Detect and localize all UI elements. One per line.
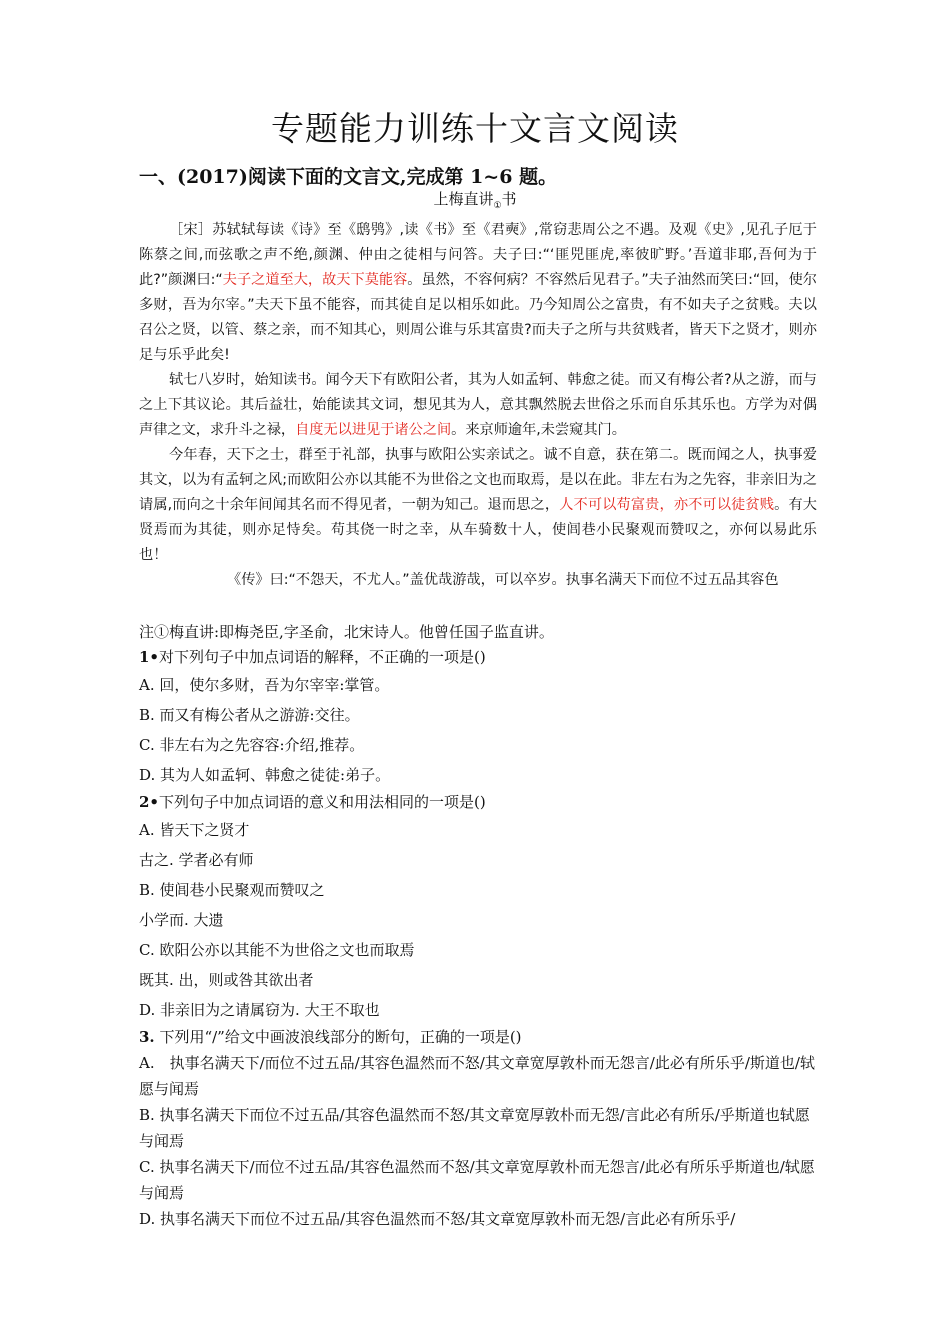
highlighted-sentence: 人不可以苟富贵，亦不可以徒贫贱 bbox=[559, 497, 775, 513]
passage-text: ［宋］苏轼轼每读《诗》至《鸱鸮》,读《书》至《君奭》,常窃悲周公之不遇。及观《史》,见孔子厄于陈蔡之间,而弦歌之声不绝,颜渊、仲由之徒相与问答。夫子曰:“‘匪兕匪虎,率彼旷野。’吾道非耶,吾何为于此?”颜渊曰:“ bbox=[139, 222, 817, 288]
question-3-option-b: B. 执事名满天下而位不过五品/其容色温然而不怒/其文章宽厚敦朴而无怨/言此必有所乐/乎斯道也轼愿与闻焉 bbox=[139, 1106, 810, 1150]
passage-title-suffix: 书 bbox=[501, 190, 517, 208]
footnote: 注①梅直讲:即梅尧臣,字圣俞，北宋诗人。他曾任国子监直讲。 bbox=[139, 623, 554, 641]
question-2-option-d: D. 非亲旧为之请属窃为. 大王不取也 bbox=[139, 1001, 380, 1019]
questions-section bbox=[139, 620, 817, 1232]
passage-title bbox=[0, 189, 950, 216]
section-heading: 一、(2017)阅读下面的文言文,完成第 1~6 题。 bbox=[139, 166, 558, 188]
passage-text: 。有大贤焉而为其徒，则亦足恃矣。苟其侥一时之幸，从车骑数十人，使闾巷小民聚观而赞叹之，亦何以易此乐也！ bbox=[139, 497, 817, 563]
footnote-marker: ① bbox=[493, 201, 502, 211]
question-3-option-a: A. 执事名满天下/而位不过五品/其容色温然而不怒/其文章宽厚敦朴而无怨言/此必有所乐乎/斯道也/轼愿与闻焉 bbox=[139, 1054, 815, 1098]
question-number: 1• bbox=[139, 648, 160, 666]
question-text: 对下列句子中加点词语的解释，不正确的一项是() bbox=[159, 648, 486, 666]
question-2-option-a-compare: 古之. 学者必有师 bbox=[139, 851, 254, 869]
question-1-stem bbox=[139, 645, 817, 670]
question-1-option-a: A. 回，使尔多财，吾为尔宰宰:掌管。 bbox=[139, 676, 390, 694]
question-2-option-b-compare: 小学而. 大遗 bbox=[139, 911, 224, 929]
highlighted-sentence: 夫子之道至大，故天下莫能容 bbox=[222, 272, 408, 288]
question-text: 下列句子中加点词语的意义和用法相同的一项是() bbox=[159, 793, 486, 811]
passage-paragraph-2 bbox=[139, 368, 817, 443]
passage-paragraph-4: 《传》曰:“不怨天，不尤人。”盖优哉游哉，可以卒岁。执事名满天下而位不过五品其容色 bbox=[227, 572, 779, 588]
question-number: 2• bbox=[139, 793, 160, 811]
question-2-option-b: B. 使闾巷小民聚观而赞叹之 bbox=[139, 881, 325, 899]
page-title: 专题能力训练十文言文阅读 bbox=[271, 109, 679, 148]
question-1-option-c: C. 非左右为之先容容:介绍,推荐。 bbox=[139, 736, 365, 754]
question-number: 3. bbox=[139, 1028, 155, 1046]
passage-text: 。来京师逾年,未尝窥其门。 bbox=[451, 422, 626, 438]
question-text: 下列用“/”给文中画波浪线部分的断句，正确的一项是() bbox=[154, 1028, 522, 1046]
classical-passage bbox=[139, 218, 817, 593]
question-1-option-d: D. 其为人如孟轲、韩愈之徒徒:弟子。 bbox=[139, 766, 391, 784]
question-3-option-d: D. 执事名满天下而位不过五品/其容色温然而不怒/其文章宽厚敦朴而无怨/言此必有所乐乎/ bbox=[139, 1210, 736, 1228]
question-1-option-b: B. 而又有梅公者从之游游:交往。 bbox=[139, 706, 360, 724]
passage-text: 。虽然，不容何病？不容然后见君子。”夫子油然而笑曰:“回，使尔多财，吾为尔宰。”夫天下虽不能容，而其徒自足以相乐如此。乃今知周公之富贵，有不如夫子之贫贱。夫以召公之贤，以管、蔡之亲，而不知其心，则周公谁与乐其富贵?而夫子之所与共贫贱者，皆天下之贤才，则亦足与乐乎此矣! bbox=[139, 272, 817, 363]
question-3-stem bbox=[139, 1025, 817, 1050]
question-3-option-c: C. 执事名满天下/而位不过五品/其容色温然而不怒/其文章宽厚敦朴而无怨言/此必有所乐乎斯道也/轼愿与闻焉 bbox=[139, 1158, 815, 1202]
passage-paragraph-1 bbox=[139, 218, 817, 368]
question-2-option-c-compare: 既其. 出，则或咎其欲出者 bbox=[139, 971, 314, 989]
highlighted-sentence: 自度无以进见于诸公之间 bbox=[295, 422, 452, 438]
question-2-stem bbox=[139, 790, 817, 815]
question-2-option-c: C. 欧阳公亦以其能不为世俗之文也而取焉 bbox=[139, 941, 415, 959]
passage-text: 今年春，天下之士，群至于礼部，执事与欧阳公实亲试之。诚不自意，获在第二。既而闻之人，执事爱其文，以为有孟轲之风;而欧阳公亦以其能不为世俗之文也而取焉，是以在此。非左右为之先容，非亲旧为之请属,而向之十余年间闻其名而不得见者，一朝为知己。退而思之， bbox=[139, 447, 817, 513]
passage-title-text: 上梅直讲 bbox=[433, 190, 494, 208]
passage-paragraph-3 bbox=[139, 443, 817, 568]
question-2-option-a: A. 皆天下之贤才 bbox=[139, 821, 250, 839]
passage-text: 轼七八岁时，始知读书。闻今天下有欧阳公者，其为人如孟轲、韩愈之徒。而又有梅公者?从之游，而与之上下其议论。其后益壮，始能读其文词，想见其为人，意其飘然脱去世俗之乐而自乐其乐也。方学为对偶声律之文，求升斗之禄， bbox=[139, 372, 817, 438]
